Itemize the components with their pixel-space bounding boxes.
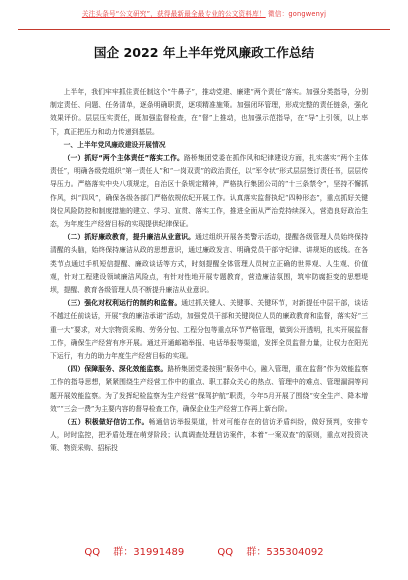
document-title: 国企 2022 年上半年党风廉政工作总结 <box>93 45 315 60</box>
document-body <box>50 86 368 456</box>
item2-paragraph <box>50 231 368 297</box>
section1-heading: 一、上半年党风廉政建设开展情况 <box>63 140 166 149</box>
item1-heading: （一）抓好“两个主体责任”落实工作。 <box>63 154 184 163</box>
item2-heading: （二）抓好廉政教育，提升廉洁从业意识。 <box>63 233 196 242</box>
banner-wechat: 微信：gongwenyj <box>268 10 327 18</box>
item3-text: 通过抓关键人、关键事、关键环节，对新提任中层干部，谈话不越过任前谈话，开展“我的廉洁承诺”活动，加强党员干部和关键岗位人员的廉政教育和监督，落实好“三重一大”要求，对大宗物资采购、劳务分包、工程分包等重点环节严格管理，做到公开透明，扎实开展监督工作，确保生产经营有序开展。通过开通邮箱举报、电话举报等渠道，发挥全员监督力量，让权力在阳光下运行，有力的助力年度生产经营目标的实现。 <box>50 299 369 361</box>
item3-heading: （三）强化对权利运行的制约和监督。 <box>63 299 182 308</box>
footer-contact <box>0 543 408 558</box>
item2-text: 通过组织开展各类警示活动，提醒各级管理人员始终保持清醒的头脑，始终保持廉洁从政的思想意识，通过廉政发言、明确党员干部守纪律、讲规矩的底线。在各类节点通过手机短信提醒、廉政谈话等方式，时刻提醒全体管理人员树立正确的世界观、人生观、价值观，针对工程建设领域廉洁风险点，有针对性地开展专题教育，营造廉洁氛围，筑牢防腐拒变的思想堤坝，提醒、教育各级管理人员不断提升廉洁从业意识。 <box>50 233 369 295</box>
footer-qq-group-2: QQ 群：535304092 <box>217 547 324 558</box>
top-banner[interactable] <box>0 8 408 18</box>
item5-paragraph <box>50 416 368 456</box>
item1-text: 路桥集团党委在抓作风和纪律建设方面，扎实落实“两个主体责任”，明确各级党组织“第一责任人”和“一岗双责”的政治责任，以“军令状”形式层层签订责任书，层层传导压力。严格落实中央八项规定，自治区十条规定精神，严格执行集团公司的“十三条禁令”，坚持不懈抓作风，纠“四风”，确保各级各部门严格依规依纪开展工作。认真落实监督执纪“四种形态”，重点抓好关键岗位风险防控和制度措施的建立、学习、宣贯、落实工作，推进全面从严治党持续深入，营造良好政治生态，为年度生产经营目标的实现提供纪律保证。 <box>50 154 368 229</box>
item4-text: 路桥集团党委按照“服务中心，融入管理，重在监督”作为效能监察工作的指导思想，紧紧围绕生产经营工作中的重点、职工群众关心的热点、管理中的难点、管理漏洞等问题开展效能监察。为了发挥纪检监察为生产经营“保驾护航”职责，今年5月开展了围绕“安全生产、降本增效”“三会一费”为主要内容的督导检查工作，确保企业生产经营工作再上新台阶。 <box>50 365 369 413</box>
intro-paragraph: 上半年，我们牢牢抓住责任制这个“牛鼻子”，推动党建、廉建“两个责任”落实。加强分类指导，分别制定责任、问题、任务清单，逐条明确职责，逐项精准施策。加强闭环管理，形成完整的责任链条，强化效果评价。层层压实责任，既加强监督检查，在“督”上推动，也加强示范指导，在“导”上引领，以上率下，真正把压力和动力传递到基层。 <box>50 88 368 136</box>
item3-paragraph <box>50 297 368 363</box>
banner-text[interactable]: 关注头条号“公文研究”，获得最新最全最专业的公文资料库！ <box>81 10 266 18</box>
item1-paragraph <box>50 152 368 231</box>
item4-paragraph <box>50 363 368 416</box>
item5-heading: （五）积极做好信访工作。 <box>63 418 149 427</box>
header-rule <box>18 29 390 30</box>
footer-qq-group-1: QQ 群：31991489 <box>84 547 185 558</box>
item4-heading: （四）保障服务、深化效能监察。 <box>63 365 168 374</box>
item5-text: 畅通信访举报渠道，针对可能存在的信访矛盾纠纷，做好预判，安排专人，时时监控，把矛盾处理在萌芽阶段；认真调查处理信访案件，本着“一案双查”的原则，重点对投资决策、物资采购、招标投 <box>50 418 368 453</box>
